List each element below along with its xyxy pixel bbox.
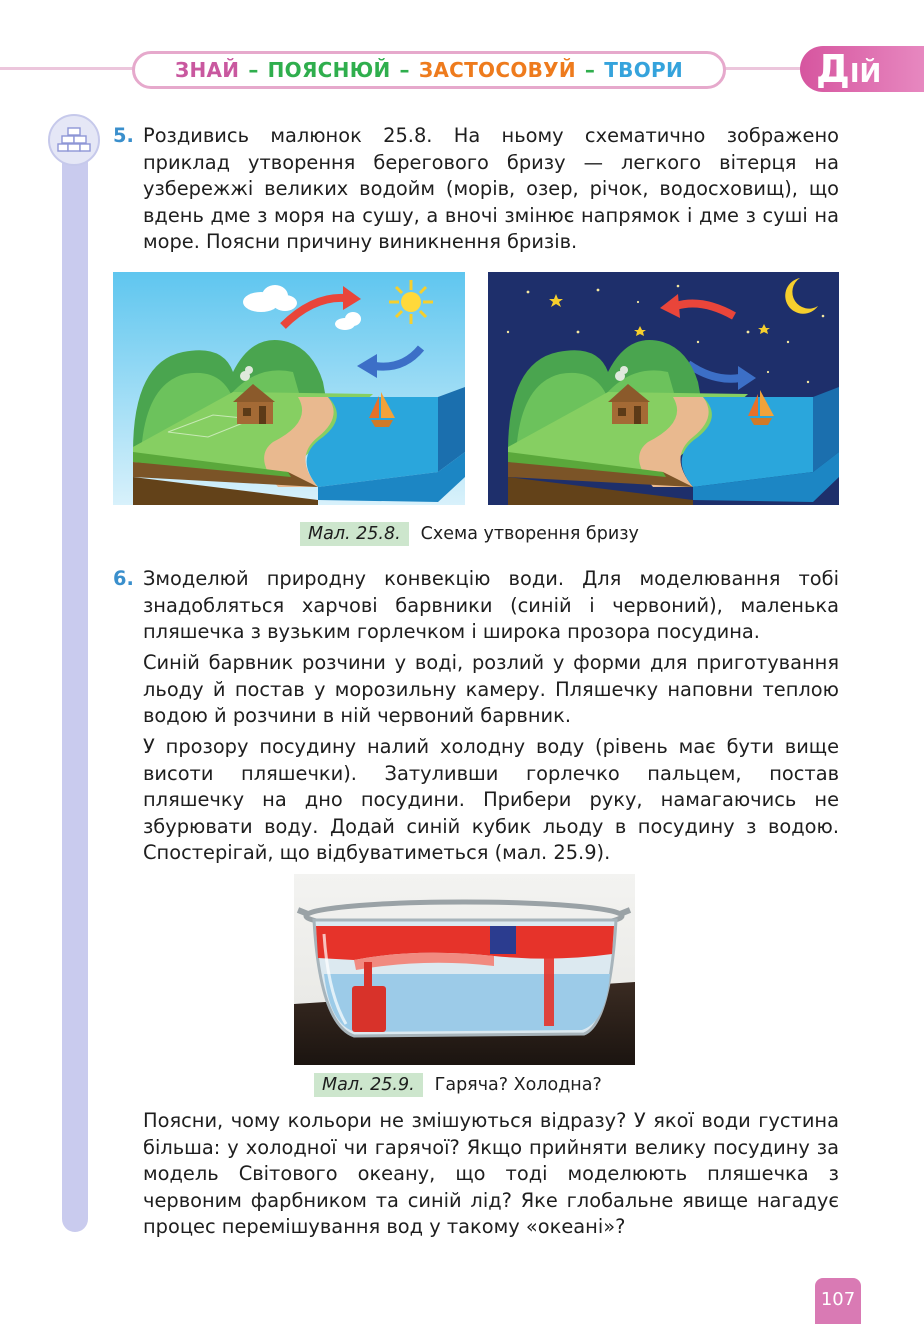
bricks-icon	[48, 114, 100, 166]
header-separator: –	[399, 58, 410, 82]
task-6-number: 6.	[113, 567, 134, 590]
task-6-questions: Поясни, чому кольори не змішуються відразу? У якої води густина більша: у холодної чи гарячої? Якщо прийняти велику посудину за модель Світового океану, що тоді моделюють пляшечка з червоним фарбником та синій лід? Яке глобальне явище нагадує процес перемішування вод у такому «океані»?	[143, 1109, 839, 1238]
header-know: ЗНАЙ	[174, 58, 240, 82]
header-apply: ЗАСТОСОВУЙ	[418, 58, 576, 82]
header-explain: ПОЯСНЮЙ	[267, 58, 391, 82]
margin-bar	[62, 132, 88, 1232]
task-5-number: 5.	[113, 124, 134, 147]
task-6-intro: Змоделюй природну конвекцію води. Для моделювання тобі знадобляться харчові барвники (синій і червоний), маленька пляшечка з вузьким горлечком і широка прозора посудина.	[143, 567, 839, 643]
header-separator: –	[584, 58, 596, 82]
figure-25-9-caption	[314, 1073, 602, 1097]
convection-bowl-photo	[294, 874, 635, 1065]
task-6-step-1: Синій барвник розчини у воді, розлий у форми для приготування льоду й постав у морозильну камеру. Пляшечку наповни теплою водою й розчини в ній червоний барвник.	[143, 651, 839, 727]
header-banner	[132, 51, 726, 89]
section-tab-rest: ІЙ	[849, 59, 882, 89]
figure-25-8-caption	[300, 522, 639, 546]
figure-25-8-text: Схема утворення бризу	[420, 524, 639, 544]
figure-25-8-label: Мал. 25.8.	[300, 522, 409, 546]
section-tab	[800, 46, 924, 92]
header-create: ТВОРИ	[604, 58, 684, 82]
figure-25-9-label: Мал. 25.9.	[314, 1073, 423, 1097]
section-tab-letter: Д	[816, 47, 850, 91]
breeze-day-illustration	[113, 272, 465, 505]
breeze-night-illustration	[488, 272, 839, 505]
figure-25-9-text: Гаряча? Холодна?	[434, 1075, 602, 1095]
task-5-text: Роздивись малюнок 25.8. На ньому схематично зображено приклад утворення берегового бризу — легкого вітерця на узбережжі великих водойм (морів, озер, річок, водосховищ), що вдень дме з моря на сушу, а вночі змінює напрямок і дме з суші на море. Поясни причину виникнення бризів.	[143, 124, 839, 253]
header-separator: –	[248, 58, 259, 82]
task-6-step-2: У прозору посудину налий холодну воду (рівень має бути вище висоти пляшечки). Затуливши горлечко пальцем, постав пляшечку на дно посудини. Прибери руку, намагаючись не збурювати воду. Додай синій кубик льоду в посудину з водою. Спостерігай, що відбуватиметься (мал. 25.9).	[143, 735, 839, 864]
page-number: 107	[815, 1278, 861, 1324]
